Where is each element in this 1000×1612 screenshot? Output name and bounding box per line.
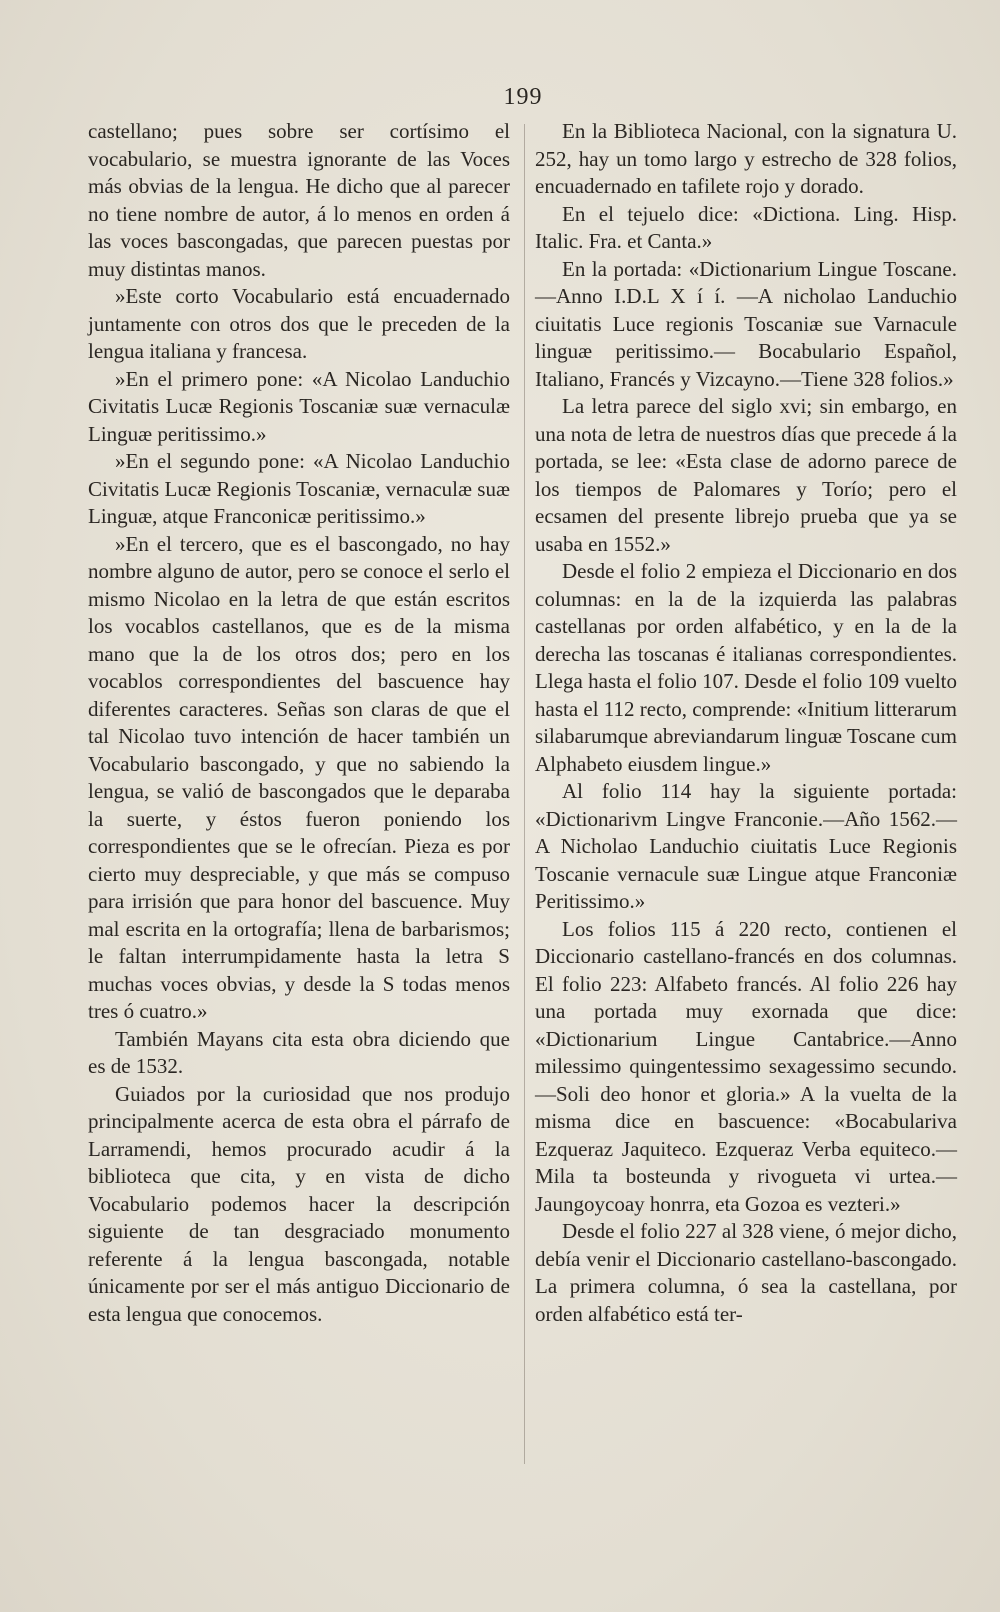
paragraph: Desde el folio 2 empieza el Diccionario en dos columnas: en la de la izquierda las palabras castellanas por orden alfabético, y en la de la derecha las toscanas é italianas correspondientes. Llega hasta el folio 107. Desde el folio 109 vuelto hasta el 112 recto, comprende: «Initium litterarum silabarumque abreviandarum linguæ Toscane cum Alphabeto eiusdem lingue.» xyxy=(535,559,957,776)
paragraph: Los folios 115 á 220 recto, contienen el Diccionario castellano-francés en dos columnas. El folio 223: Alfabeto francés. Al folio 226 hay una portada muy exornada que dice: «Dictionarium Lingue Cantabrice.—Anno milessimo quingentessimo sexagessimo secundo.—Soli deo honor et gloria.» A la vuelta de la misma dice en bascuence: «Bocabulariva Ezqueraz Jaquiteco. Ezqueraz Verba equiteco.—Mila ta bosteunda y rivogueta vi urtea.—Jaungoycoay honrra, eta Gozoa es vezteri.» xyxy=(535,916,957,1216)
paragraph: »En el tercero, que es el bascongado, no hay nombre alguno de autor, pero se conoce el serlo el mismo Nicolao en la letra de que están escritos los vocablos castellanos, que es de la misma mano que la de los otros dos; pero en los vocablos correspondientes del bascuence hay diferentes caracteres. Señas son claras de que el tal Nicolao tuvo intención de hacer también un Vocabulario bascongado, y que no sabiendo la lengua, se valió de bascongados que le deparaba la suerte, y éstos fueron poniendo los correspondientes que se le ofrecían. Pieza es por cierto muy despreciable, y que más se compuso para irrisión que para honor del bascuence. Muy mal escrita en la ortografía; llena de barbarismos; le faltan interrumpidamente hasta la letra S muchas voces obvias, y desde la S todas menos tres ó cuatro.» xyxy=(88,531,510,1023)
right-column xyxy=(535,118,957,1328)
paragraph: También Mayans cita esta obra diciendo que es de 1532. xyxy=(88,1026,510,1078)
paragraph: En la Biblioteca Nacional, con la signatura U. 252, hay un tomo largo y estrecho de 328 folios, encuadernado en tafilete rojo y dorado. xyxy=(535,119,957,198)
paragraph: »Este corto Vocabulario está encuadernado juntamente con otros dos que le preceden de la lengua italiana y francesa. xyxy=(88,284,510,363)
paragraph: En la portada: «Dictionarium Lingue Toscane.—Anno I.D.L X í í. —A nicholao Landuchio ciuitatis Luce regionis Toscaniæ sue Varnacule linguæ peritissimo.— Bocabulario Español, Italiano, Francés y Vizcayno.—Tiene 328 folios.» xyxy=(535,256,957,391)
paragraph: »En el segundo pone: «A Nicolao Landuchio Civitatis Lucæ Regionis Toscaniæ, vernaculæ suæ Linguæ, atque Franconicæ peritissimo.» xyxy=(88,449,510,528)
paragraph: castellano; pues sobre ser cortísimo el vocabulario, se muestra ignorante de las Voces más obvias de la lengua. He dicho que al parecer no tiene nombre de autor, á lo menos en orden á las voces bascongadas, que parecen puestas por muy distintas manos. xyxy=(88,119,510,281)
paragraph: »En el primero pone: «A Nicolao Landuchio Civitatis Lucæ Regionis Toscaniæ suæ vernaculæ Linguæ peritissimo.» xyxy=(88,366,510,446)
paragraph: Al folio 114 hay la siguiente portada: «Dictionarivm Lingve Franconie.—Año 1562.—A Nicholao Landuchio ciuitatis Luce Regionis Toscanie vernacule suæ Lingue atque Franconiæ Peritissimo.» xyxy=(535,779,957,913)
paragraph: En el tejuelo dice: «Dictiona. Ling. Hisp. Italic. Fra. et Canta.» xyxy=(535,201,957,253)
page-number: 199 xyxy=(503,84,543,110)
paragraph: Desde el folio 227 al 328 viene, ó mejor dicho, debía venir el Diccionario castellano-bascongado. La primera columna, ó sea la castellana, por orden alfabético está ter- xyxy=(535,1219,957,1326)
left-column xyxy=(88,118,510,1328)
paragraph: Guiados por la curiosidad que nos produjo principalmente acerca de esta obra el párrafo de Larramendi, hemos procurado acudir á la biblioteca que cita, y en vista de dicho Vocabulario podemos hacer la descripción siguiente de tan desgraciado monumento referente á la lengua bascongada, notable únicamente por ser el más antiguo Diccionario de esta lengua que conocemos. xyxy=(88,1081,510,1326)
paragraph: La letra parece del siglo xvi; sin embargo, en una nota de letra de nuestros días que precede á la portada, se lee: «Esta clase de adorno parece de los tiempos de Palomares y Torío; pero el ecsamen del presente librejo prueba que ya se usaba en 1552.» xyxy=(535,394,957,556)
column-divider xyxy=(524,124,525,1464)
